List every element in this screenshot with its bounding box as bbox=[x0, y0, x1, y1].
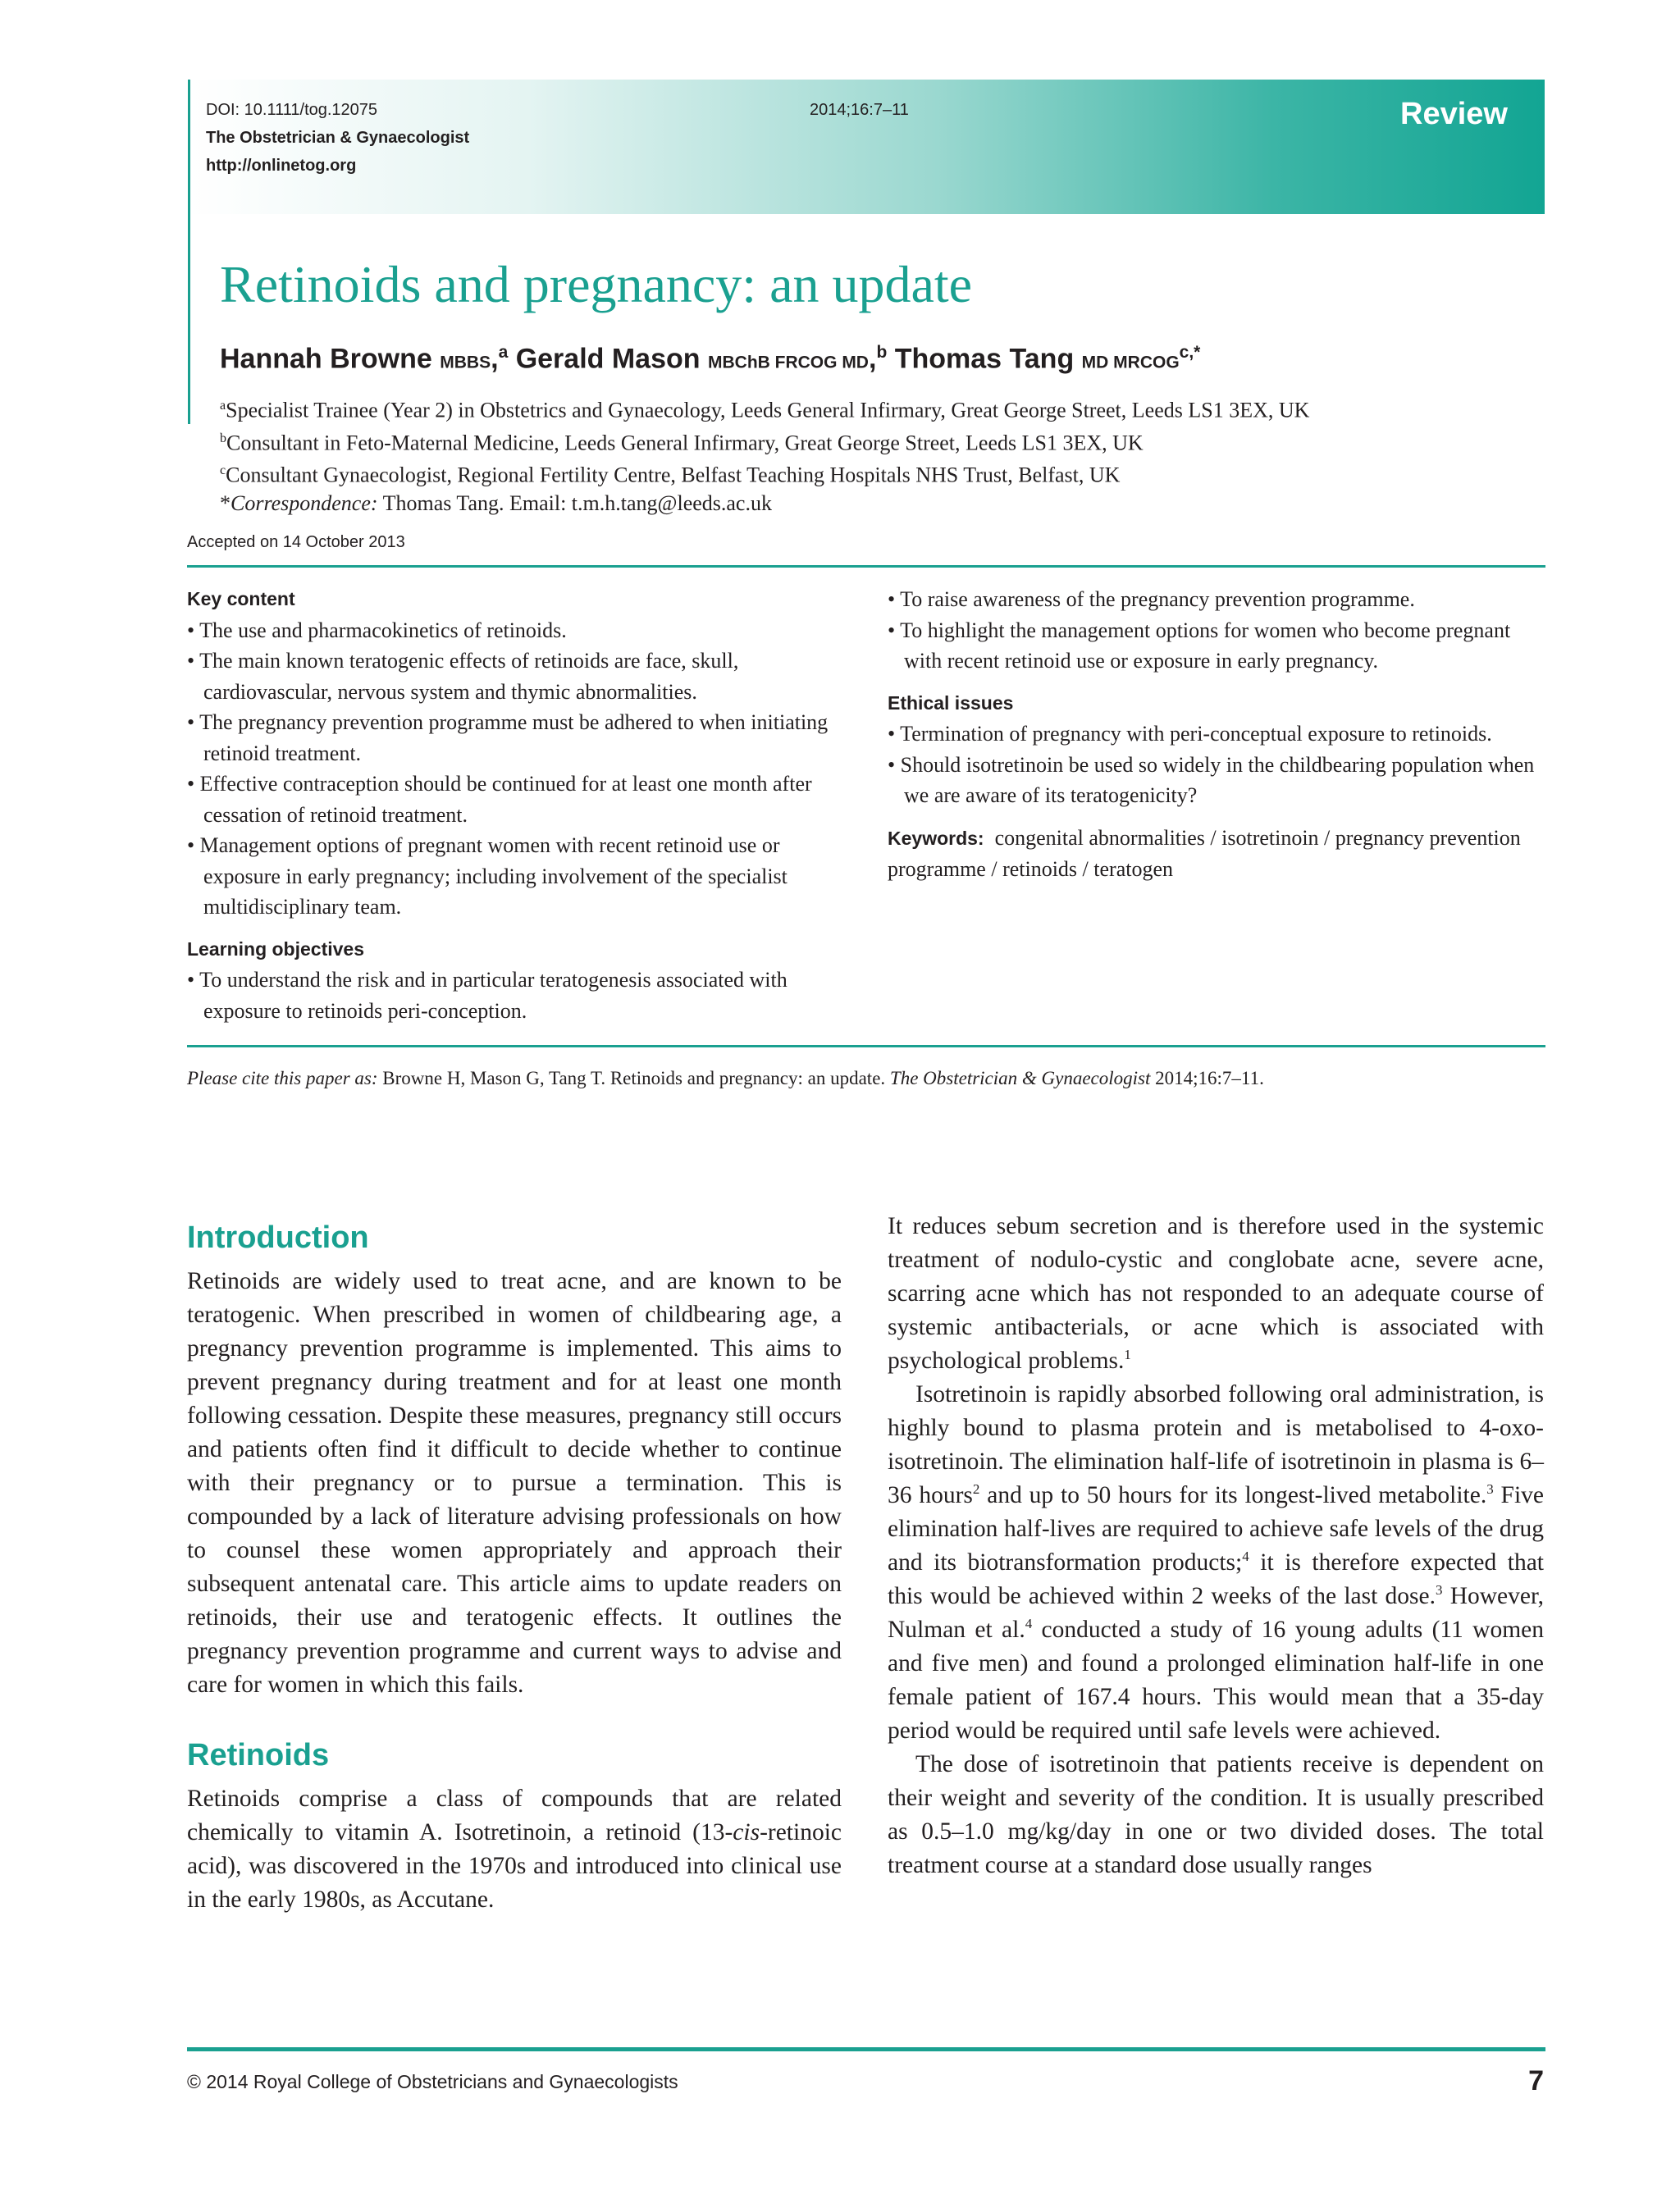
list-item: • Management options of pregnant women with recent retinoid use or exposure in early pregnancy; including involvement of the specialist multidisciplinary team. bbox=[187, 830, 843, 923]
text-run: conducted a study of 16 young adults (11 women and five men) and found a prolonged elimination half-life in one female patient of 167.4 hours. This would mean that a 35-day period would be required until safe levels were achieved. bbox=[888, 1617, 1544, 1744]
author-degrees: MBChB FRCOG MD bbox=[708, 353, 869, 372]
key-content-heading: Key content bbox=[187, 588, 295, 609]
list-item: • Effective contraception should be continued for at least one month after cessation of retinoid treatment. bbox=[187, 769, 843, 830]
page-number: 7 bbox=[1528, 2065, 1544, 2096]
copyright: © 2014 Royal College of Obstetricians and Gynaecologists bbox=[187, 2071, 678, 2092]
list-item: • Termination of pregnancy with peri-conceptual exposure to retinoids. bbox=[888, 719, 1544, 750]
keywords-text: congenital abnormalities / isotretinoin / pregnancy prevention programme / retinoids / teratogen bbox=[888, 825, 1521, 881]
body-paragraph bbox=[888, 1210, 1544, 1378]
list-item: • The main known teratogenic effects of retinoids are face, skull, cardiovascular, nervous system and thymic abnormalities. bbox=[187, 646, 843, 707]
author-mark: b bbox=[876, 343, 888, 362]
text-run: Retinoids comprise a class of compounds that are related chemically to vitamin A. Isotretinoin, a retinoid (13- bbox=[187, 1786, 842, 1845]
affiliation-text: Consultant in Feto-Maternal Medicine, Leeds General Infirmary, Great George Street, Leeds LS1 3EX, UK bbox=[226, 431, 1144, 455]
accepted-date: Accepted on 14 October 2013 bbox=[187, 533, 405, 551]
list-item: • The use and pharmacokinetics of retinoids. bbox=[187, 615, 843, 646]
author-name: Hannah Browne bbox=[220, 343, 432, 375]
affiliation bbox=[220, 425, 1309, 458]
ethical-issues-heading: Ethical issues bbox=[888, 691, 1014, 714]
summary-bottom-rule bbox=[187, 1045, 1545, 1047]
key-content-list bbox=[187, 615, 843, 923]
reference-mark[interactable]: 3 bbox=[1435, 1582, 1443, 1599]
correspondence-label: Correspondence: bbox=[231, 490, 378, 515]
retinoids-paragraph bbox=[187, 1782, 842, 1917]
citation-ref: 2014;16:7–11. bbox=[1155, 1068, 1264, 1088]
ethical-issues-list bbox=[888, 719, 1544, 811]
introduction-paragraph: Retinoids are widely used to treat acne, and are known to be teratogenic. When prescribed in women of childbearing age, a pregnancy prevention programme is implemented. This aims to prevent pregnancy during treatment and for at least one month following cessation. Despite these measures, pregnancy still occurs and patients often find it difficult to decide whether to continue with their pregnancy or to pursue a termination. This is compounded by a lack of literature advising professionals on how to counsel these women appropriately and approach their subsequent antenatal care. This article aims to update readers on retinoids, their use and teratogenic effects. It outlines the pregnancy prevention programme and current ways to advise and care for women in which this fails. bbox=[187, 1268, 842, 1698]
text-run: and up to 50 hours for its longest-lived metabolite. bbox=[979, 1482, 1487, 1508]
body-paragraph bbox=[888, 1378, 1544, 1748]
author-degrees: MD MRCOG bbox=[1081, 353, 1180, 372]
list-item: • The pregnancy prevention programme must be adhered to when initiating retinoid treatment. bbox=[187, 707, 843, 769]
affiliation bbox=[220, 392, 1309, 425]
body-paragraph: The dose of isotretinoin that patients receive is dependent on their weight and severity of the condition. It is usually prescribed as 0.5–1.0 mg/kg/day in one or two divided doses. The total treatment course at a standard dose usually ranges bbox=[888, 1751, 1544, 1878]
author-list: Hannah Browne MBBS,$^a$ Gerald Mason MBChB FRCOG MD,$^b$ Thomas Tang MD $MRCOG^{c,*}$ bbox=[220, 343, 1201, 375]
text-run: -retinoic acid), was discovered in the 1970s and introduced into clinical use in the early 1980s, as Accutane. bbox=[187, 1819, 842, 1913]
affiliation-text: Specialist Trainee (Year 2) in Obstetrics and Gynaecology, Leeds General Infirmary, Great George Street, Leeds LS1 3EX, UK bbox=[226, 398, 1310, 422]
correspondence: *Correspondence: Thomas Tang. Email: t.m.h.tang@leeds.ac.uk bbox=[220, 490, 772, 515]
text-run-italic: cis bbox=[733, 1819, 760, 1845]
journal-name: The Obstetrician & Gynaecologist bbox=[206, 129, 470, 147]
author-name: Thomas Tang bbox=[894, 343, 1075, 375]
learning-objectives-heading: Learning objectives bbox=[187, 937, 365, 960]
list-item: • To understand the risk and in particular teratogenesis associated with exposure to retinoids peri-conception. bbox=[187, 965, 843, 1026]
author-mark: a bbox=[498, 343, 509, 362]
affiliation bbox=[220, 457, 1309, 490]
reference-mark[interactable]: 4 bbox=[1025, 1616, 1033, 1632]
summary-top-rule bbox=[187, 565, 1545, 568]
correspondence-text[interactable]: Thomas Tang. Email: t.m.h.tang@leeds.ac.uk bbox=[382, 490, 772, 515]
footer-rule bbox=[187, 2047, 1545, 2051]
list-item: • Should isotretinoin be used so widely in the childbearing population when we are aware of its teratogenicity? bbox=[888, 750, 1544, 811]
text-run: it is therefore expected that this would be achieved within 2 weeks of the last dose. bbox=[888, 1549, 1545, 1609]
reference-mark[interactable]: 4 bbox=[1242, 1549, 1249, 1565]
header-left-rule bbox=[188, 80, 190, 424]
text-run: Isotretinoin is rapidly absorbed following oral administration, is highly bound to plasma protein and is metabolised to 4-oxo-isotretinoin. The elimination half-life of isotretinoin in plasma is 6–36 hours bbox=[888, 1381, 1544, 1508]
section-label: Review bbox=[1400, 97, 1508, 131]
affiliations bbox=[220, 392, 1309, 518]
summary-right-column bbox=[888, 584, 1544, 885]
affiliation-text: Consultant Gynaecologist, Regional Fertility Centre, Belfast Teaching Hospitals NHS Trust, Belfast, UK bbox=[226, 463, 1121, 487]
text-run: However, Nulman et al. bbox=[888, 1583, 1545, 1643]
keywords-label: Keywords: bbox=[888, 827, 984, 849]
keywords bbox=[888, 823, 1544, 885]
text-run: It reduces sebum secretion and is therefore used in the systemic treatment of nodulo-cystic and conglobate acne, severe acne, scarring acne which has not responded to an adequate course of systemic antibacterials, or acne which is associated with psychological problems. bbox=[888, 1213, 1544, 1374]
body-right-column bbox=[888, 1210, 1544, 1882]
affiliation-mark: c bbox=[220, 463, 226, 478]
affiliation-mark: b bbox=[220, 431, 226, 445]
author-mark: c,* bbox=[1179, 343, 1201, 362]
citation-label: Please cite this paper as: bbox=[187, 1068, 378, 1088]
reference-mark[interactable]: 3 bbox=[1486, 1481, 1494, 1498]
summary-left-column bbox=[187, 584, 843, 1026]
list-item: • To raise awareness of the pregnancy prevention programme. bbox=[888, 584, 1544, 615]
author-degrees: MBBS bbox=[440, 353, 491, 372]
article-title: Retinoids and pregnancy: an update bbox=[220, 255, 973, 313]
citation bbox=[187, 1068, 1264, 1089]
body-left-column bbox=[187, 1217, 842, 1917]
retinoids-heading: Retinoids bbox=[187, 1738, 330, 1772]
citation-text: Browne H, Mason G, Tang T. Retinoids and pregnancy: an update. bbox=[382, 1068, 886, 1088]
issue-info: 2014;16:7–11 bbox=[810, 101, 909, 119]
author-name: Gerald Mason bbox=[515, 343, 701, 375]
text-run: Five elimination half-lives are required to achieve safe levels of the drug and its biotransformation products; bbox=[888, 1482, 1544, 1576]
learning-objectives-list bbox=[187, 965, 843, 1026]
reference-mark[interactable]: 2 bbox=[972, 1481, 980, 1498]
affiliation-mark: a bbox=[220, 399, 226, 413]
doi[interactable]: DOI: 10.1111/tog.12075 bbox=[206, 101, 378, 119]
reference-mark[interactable]: 1 bbox=[1124, 1347, 1131, 1363]
list-item: • To highlight the management options for women who become pregnant with recent retinoid use or exposure in early pregnancy. bbox=[888, 615, 1544, 677]
introduction-heading: Introduction bbox=[187, 1220, 369, 1255]
journal-url[interactable]: http://onlinetog.org bbox=[206, 157, 357, 175]
citation-journal: The Obstetrician & Gynaecologist bbox=[889, 1068, 1151, 1088]
learning-objectives-list-cont bbox=[888, 584, 1544, 677]
